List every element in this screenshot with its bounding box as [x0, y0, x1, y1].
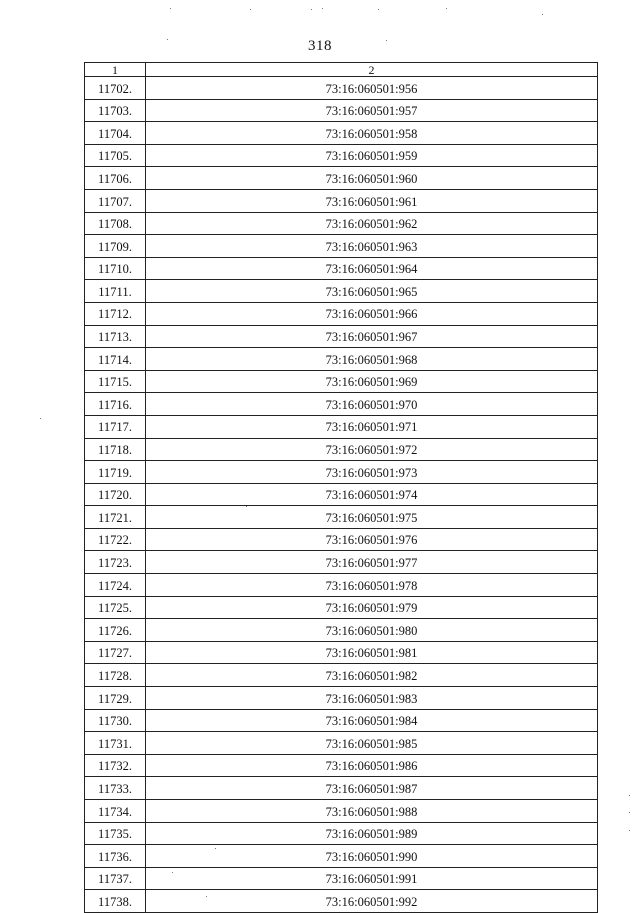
cadastral-number-cell: 73:16:060501:963	[146, 235, 598, 258]
cadastral-number-cell: 73:16:060501:971	[146, 415, 598, 438]
scan-speck	[386, 40, 387, 41]
table-row	[85, 845, 598, 868]
table-row	[85, 800, 598, 823]
table-row	[85, 167, 598, 190]
cadastral-number-cell: 73:16:060501:984	[146, 709, 598, 732]
row-number-cell: 11713.	[85, 325, 146, 348]
scan-speck	[172, 872, 173, 873]
cadastral-number-cell: 73:16:060501:967	[146, 325, 598, 348]
table-row	[85, 596, 598, 619]
table-row	[85, 393, 598, 416]
row-number-cell: 11729.	[85, 687, 146, 710]
table-row	[85, 867, 598, 890]
scan-speck	[629, 812, 630, 813]
row-number-cell: 11703.	[85, 99, 146, 122]
row-number-cell: 11716.	[85, 393, 146, 416]
cadastral-number-cell: 73:16:060501:987	[146, 777, 598, 800]
row-number-cell: 11704.	[85, 122, 146, 145]
cadastral-number-cell: 73:16:060501:981	[146, 641, 598, 664]
cadastral-number-cell: 73:16:060501:962	[146, 212, 598, 235]
scan-speck	[167, 39, 168, 40]
table-row	[85, 574, 598, 597]
table-row	[85, 257, 598, 280]
table-row	[85, 144, 598, 167]
cadastral-number-cell: 73:16:060501:982	[146, 664, 598, 687]
table-row	[85, 122, 598, 145]
scan-speck	[246, 506, 247, 507]
cadastral-number-cell: 73:16:060501:989	[146, 822, 598, 845]
table-row	[85, 212, 598, 235]
row-number-cell: 11720.	[85, 483, 146, 506]
table-row	[85, 302, 598, 325]
scan-speck	[542, 14, 543, 15]
table-row	[85, 822, 598, 845]
row-number-cell: 11702.	[85, 77, 146, 100]
cadastral-number-cell: 73:16:060501:974	[146, 483, 598, 506]
cadastral-number-cell: 73:16:060501:992	[146, 890, 598, 913]
cadastral-number-table	[84, 62, 598, 913]
table-row	[85, 325, 598, 348]
row-number-cell: 11737.	[85, 867, 146, 890]
cadastral-number-cell: 73:16:060501:968	[146, 348, 598, 371]
scan-speck	[322, 8, 323, 9]
cadastral-number-cell: 73:16:060501:990	[146, 845, 598, 868]
row-number-cell: 11718.	[85, 438, 146, 461]
row-number-cell: 11706.	[85, 167, 146, 190]
row-number-cell: 11734.	[85, 800, 146, 823]
cadastral-number-cell: 73:16:060501:958	[146, 122, 598, 145]
table-row	[85, 754, 598, 777]
table-row	[85, 99, 598, 122]
table-row	[85, 777, 598, 800]
scan-speck	[250, 9, 251, 10]
cadastral-number-cell: 73:16:060501:977	[146, 551, 598, 574]
row-number-cell: 11707.	[85, 189, 146, 212]
cadastral-number-cell: 73:16:060501:983	[146, 687, 598, 710]
row-number-cell: 11708.	[85, 212, 146, 235]
row-number-cell: 11727.	[85, 641, 146, 664]
row-number-cell: 11717.	[85, 415, 146, 438]
row-number-cell: 11731.	[85, 732, 146, 755]
scan-speck	[40, 418, 41, 419]
row-number-cell: 11705.	[85, 144, 146, 167]
row-number-cell: 11732.	[85, 754, 146, 777]
table-body	[85, 77, 598, 913]
scan-speck	[629, 795, 630, 796]
cadastral-number-cell: 73:16:060501:986	[146, 754, 598, 777]
table-row	[85, 348, 598, 371]
table-row	[85, 461, 598, 484]
table-row	[85, 370, 598, 393]
cadastral-number-cell: 73:16:060501:979	[146, 596, 598, 619]
cadastral-number-cell: 73:16:060501:973	[146, 461, 598, 484]
row-number-cell: 11712.	[85, 302, 146, 325]
table-row	[85, 551, 598, 574]
table-row	[85, 641, 598, 664]
cadastral-number-cell: 73:16:060501:980	[146, 619, 598, 642]
scan-speck	[170, 8, 171, 9]
column-header-1: 1	[85, 63, 146, 77]
row-number-cell: 11709.	[85, 235, 146, 258]
row-number-cell: 11722.	[85, 528, 146, 551]
row-number-cell: 11724.	[85, 574, 146, 597]
cadastral-number-cell: 73:16:060501:969	[146, 370, 598, 393]
scan-speck	[378, 9, 379, 10]
table-row	[85, 483, 598, 506]
row-number-cell: 11723.	[85, 551, 146, 574]
table-row	[85, 687, 598, 710]
table-row	[85, 506, 598, 529]
cadastral-number-cell: 73:16:060501:972	[146, 438, 598, 461]
cadastral-number-cell: 73:16:060501:988	[146, 800, 598, 823]
cadastral-number-cell: 73:16:060501:956	[146, 77, 598, 100]
scan-speck	[311, 9, 312, 10]
row-number-cell: 11721.	[85, 506, 146, 529]
table-header-row	[85, 63, 598, 77]
row-number-cell: 11725.	[85, 596, 146, 619]
row-number-cell: 11714.	[85, 348, 146, 371]
cadastral-number-cell: 73:16:060501:975	[146, 506, 598, 529]
cadastral-number-cell: 73:16:060501:985	[146, 732, 598, 755]
cadastral-number-cell: 73:16:060501:961	[146, 189, 598, 212]
cadastral-number-cell: 73:16:060501:966	[146, 302, 598, 325]
table-row	[85, 77, 598, 100]
scan-speck	[446, 8, 447, 9]
row-number-cell: 11710.	[85, 257, 146, 280]
cadastral-number-cell: 73:16:060501:957	[146, 99, 598, 122]
table-header	[85, 63, 598, 77]
table-row	[85, 890, 598, 913]
table-row	[85, 438, 598, 461]
column-header-2: 2	[146, 63, 598, 77]
table-row	[85, 528, 598, 551]
row-number-cell: 11738.	[85, 890, 146, 913]
table-row	[85, 664, 598, 687]
row-number-cell: 11735.	[85, 822, 146, 845]
table-row	[85, 732, 598, 755]
table-row	[85, 280, 598, 303]
scan-speck	[206, 896, 207, 897]
row-number-cell: 11730.	[85, 709, 146, 732]
row-number-cell: 11715.	[85, 370, 146, 393]
row-number-cell: 11736.	[85, 845, 146, 868]
row-number-cell: 11711.	[85, 280, 146, 303]
cadastral-number-cell: 73:16:060501:964	[146, 257, 598, 280]
table-row	[85, 189, 598, 212]
cadastral-number-cell: 73:16:060501:976	[146, 528, 598, 551]
table-row	[85, 235, 598, 258]
cadastral-number-cell: 73:16:060501:991	[146, 867, 598, 890]
cadastral-number-cell: 73:16:060501:965	[146, 280, 598, 303]
table-row	[85, 709, 598, 732]
cadastral-number-cell: 73:16:060501:960	[146, 167, 598, 190]
scan-speck	[215, 848, 216, 849]
table-row	[85, 415, 598, 438]
page-number: 318	[308, 38, 332, 54]
table-row	[85, 619, 598, 642]
cadastral-number-cell: 73:16:060501:970	[146, 393, 598, 416]
scan-speck	[629, 830, 630, 831]
row-number-cell: 11719.	[85, 461, 146, 484]
cadastral-number-cell: 73:16:060501:978	[146, 574, 598, 597]
row-number-cell: 11733.	[85, 777, 146, 800]
cadastral-number-cell: 73:16:060501:959	[146, 144, 598, 167]
row-number-cell: 11728.	[85, 664, 146, 687]
row-number-cell: 11726.	[85, 619, 146, 642]
